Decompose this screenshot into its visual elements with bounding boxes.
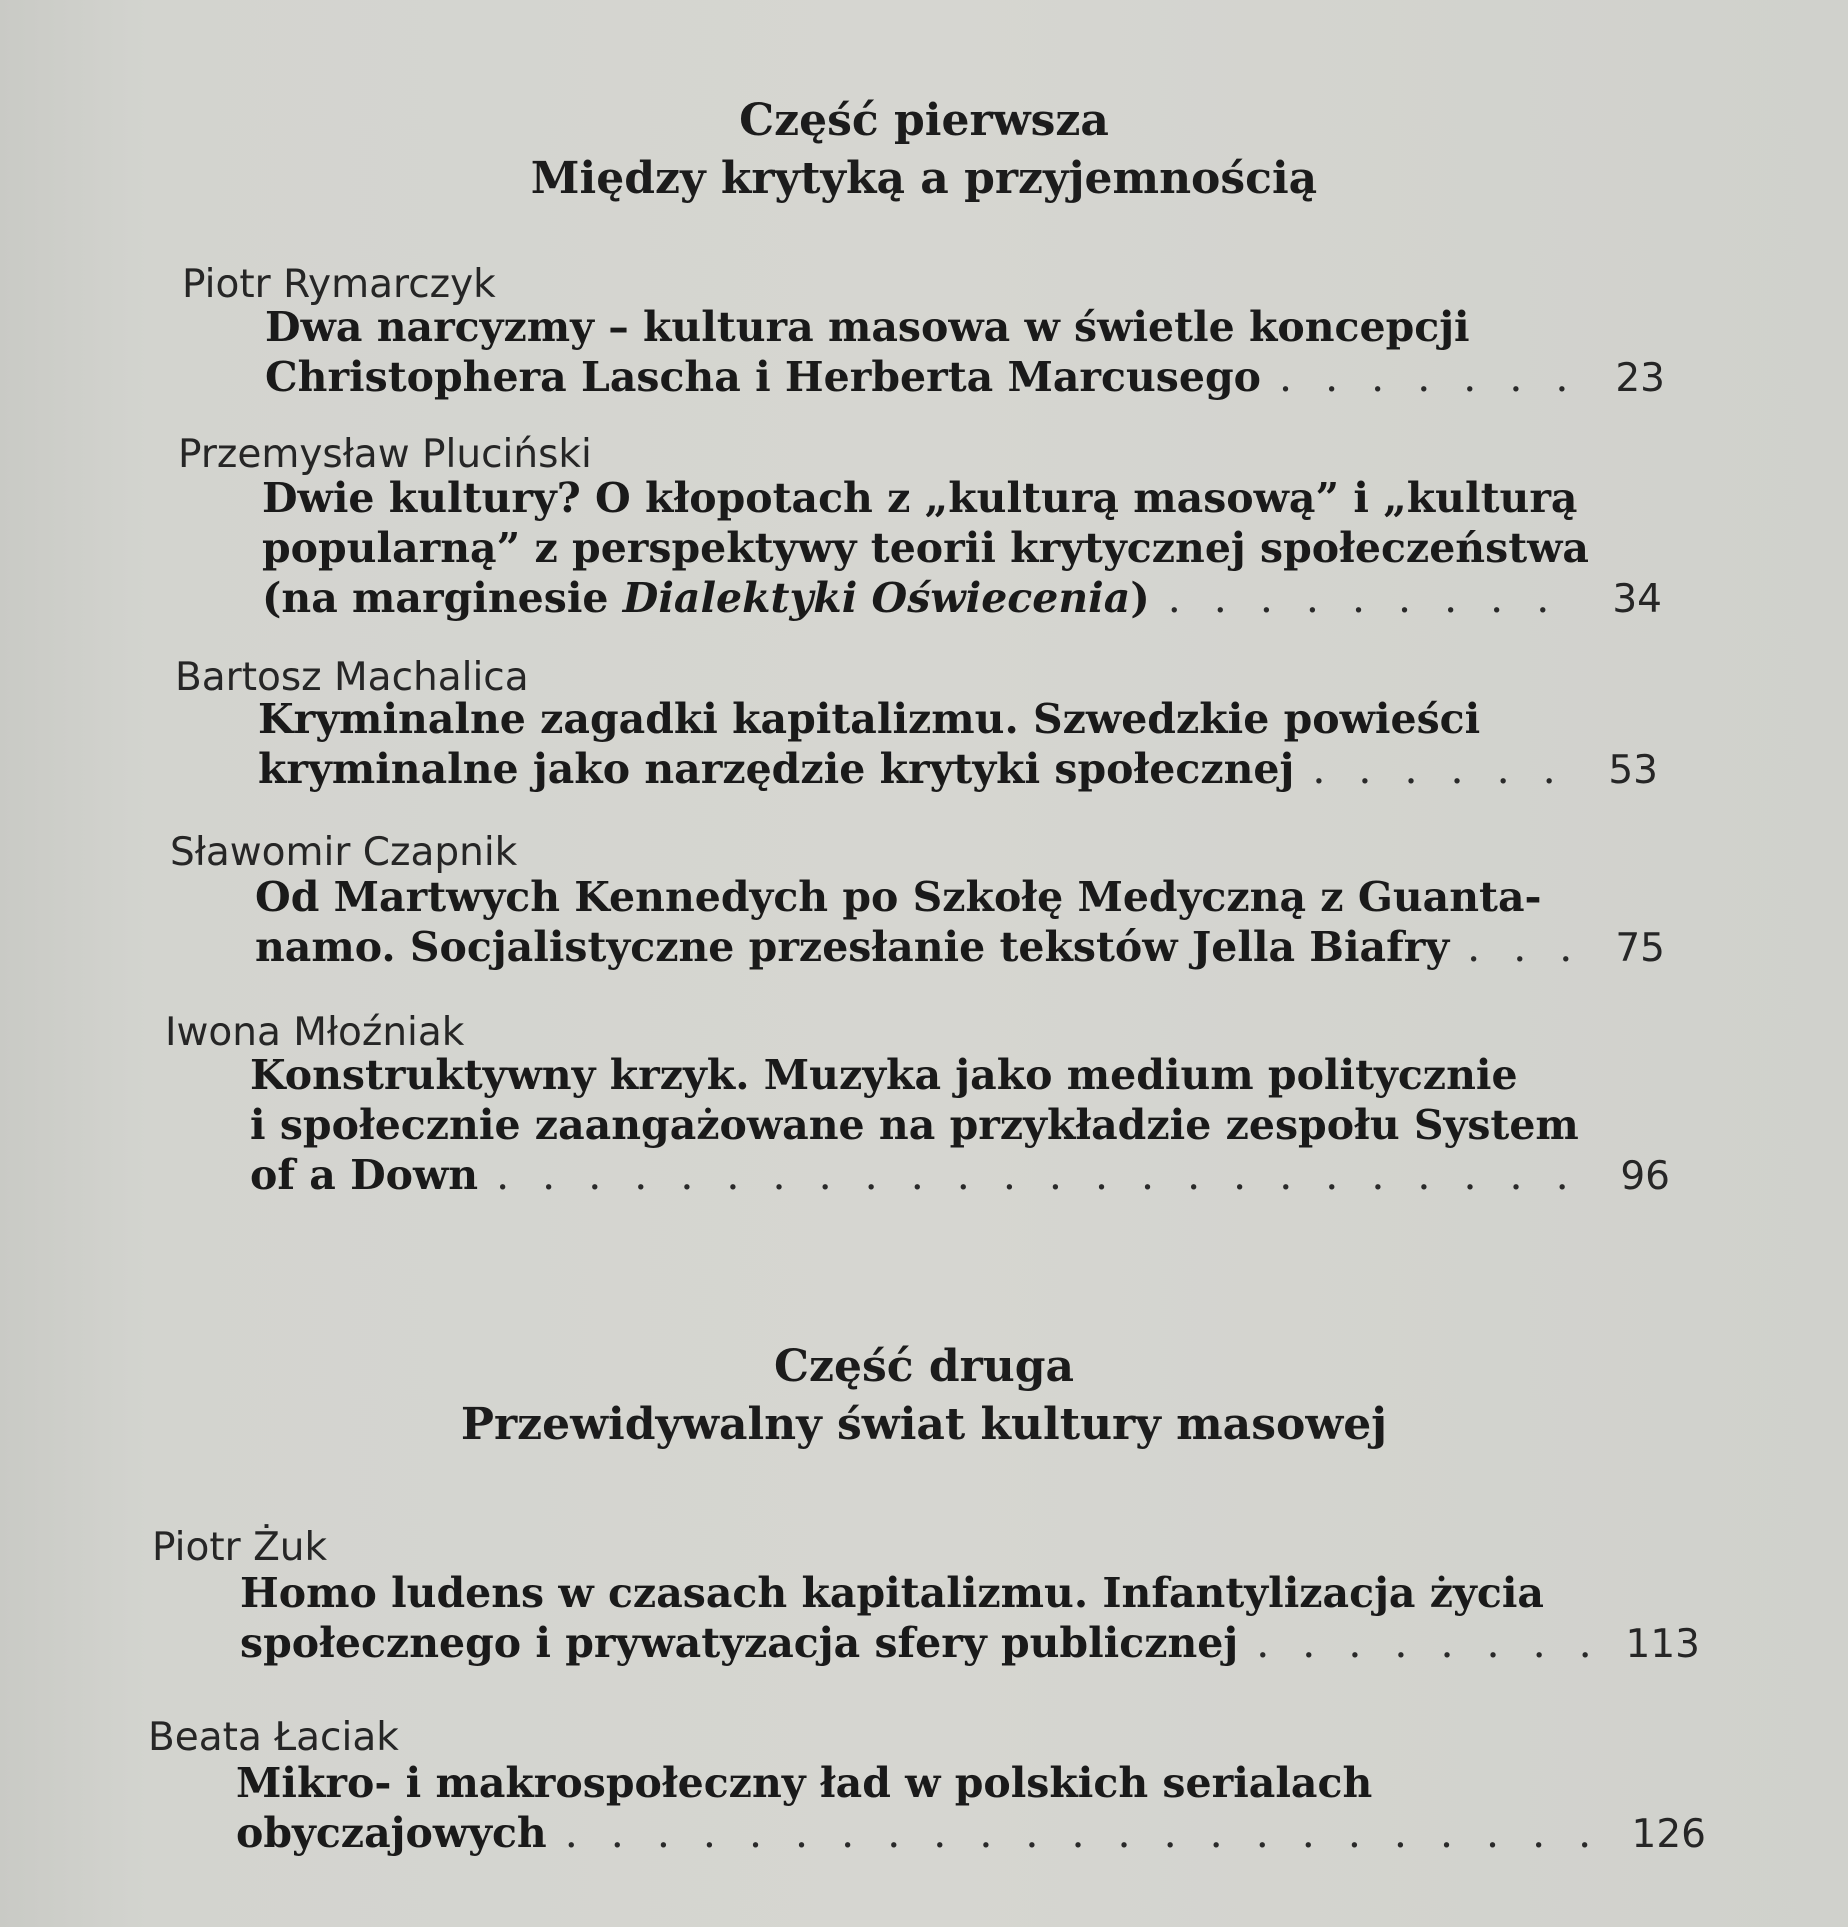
page-number: 34 (1612, 577, 1662, 622)
entry-title (265, 302, 1665, 402)
leader-dots (1467, 922, 1573, 972)
leader-dots (1312, 744, 1566, 794)
entry-title-last-line (240, 1618, 1700, 1668)
entry-title-suffix: ) (1130, 574, 1150, 622)
entry-title-line: Kryminalne zagadki kapitalizmu. Szwedzkie powieści (258, 695, 1481, 743)
entry-title-italic: Dialektyki Oświecenia (622, 574, 1131, 622)
entry-title-last-line (236, 1808, 1706, 1858)
entry-author: Bartosz Machalica (175, 655, 529, 700)
entry-title-line: popularną” z perspektywy teorii krytycznej społeczeństwa (262, 524, 1589, 572)
page-number: 53 (1608, 748, 1658, 793)
entry-title-text: Christophera Lascha i Herberta Marcusego (265, 353, 1261, 401)
leader-dots (1279, 352, 1573, 402)
page-number: 96 (1620, 1154, 1670, 1199)
entry-author: Iwona Młoźniak (165, 1010, 465, 1055)
entry-author: Beata Łaciak (148, 1715, 399, 1760)
entry-title-line: Od Martwych Kennedych po Szkołę Medyczną z Guanta- (255, 873, 1542, 921)
entry-title-line: Dwa narcyzmy – kultura masowa w świetle koncepcji (265, 303, 1470, 351)
entry-title-last-line (262, 573, 1662, 623)
entry-title-prefix: (na marginesie (262, 574, 623, 622)
entry-title-text: społecznego i prywatyzacja sfery publicznej (240, 1619, 1239, 1667)
entry-title-last-line (265, 352, 1665, 402)
part-two-subtitle: Przewidywalny świat kultury masowej (460, 1399, 1388, 1450)
entry-title-last-line (255, 922, 1665, 972)
entry-title (250, 1050, 1670, 1200)
part-one-subtitle: Między krytyką a przyjemnością (530, 153, 1318, 204)
page-number: 23 (1615, 356, 1665, 401)
leader-dots (496, 1150, 1578, 1200)
entry-title-line: Dwie kultury? O kłopotach z „kulturą masową” i „kulturą (262, 474, 1578, 522)
entry-title-text: obyczajowych (236, 1809, 547, 1857)
entry-title-line: Konstruktywny krzyk. Muzyka jako medium politycznie (250, 1051, 1518, 1099)
entry-title-line: Homo ludens w czasach kapitalizmu. Infantylizacja życia (240, 1569, 1544, 1617)
part-two-label: Część druga (773, 1341, 1075, 1392)
entry-title-last-line (250, 1150, 1670, 1200)
page-number: 126 (1631, 1812, 1706, 1857)
part-one-label: Część pierwsza (739, 95, 1109, 146)
entry-title (262, 473, 1662, 623)
part-two-heading (0, 1338, 1848, 1454)
entry-author: Przemysław Pluciński (178, 432, 592, 477)
entry-author: Piotr Żuk (152, 1525, 328, 1570)
part-one-heading (0, 92, 1848, 208)
entry-title (236, 1758, 1706, 1858)
entry-author: Sławomir Czapnik (170, 830, 518, 875)
leader-dots (1168, 573, 1570, 623)
entry-title-last-line (258, 744, 1658, 794)
page-number: 75 (1615, 926, 1665, 971)
leader-dots (1256, 1618, 1603, 1668)
entry-title-text (262, 573, 1150, 623)
page-number: 113 (1625, 1622, 1700, 1667)
entry-title-text: kryminalne jako narzędzie krytyki społecznej (258, 745, 1295, 793)
entry-title (258, 694, 1658, 794)
entry-title (240, 1568, 1700, 1668)
entry-title-line: Mikro- i makrospołeczny ład w polskich serialach (236, 1759, 1373, 1807)
entry-title-line: i społecznie zaangażowane na przykładzie zespołu System (250, 1101, 1579, 1149)
entry-title (255, 872, 1665, 972)
leader-dots (565, 1808, 1610, 1858)
entry-author: Piotr Rymarczyk (182, 262, 496, 307)
entry-title-text: namo. Socjalistyczne przesłanie tekstów Jella Biafry (255, 923, 1450, 971)
entry-title-text: of a Down (250, 1151, 479, 1199)
